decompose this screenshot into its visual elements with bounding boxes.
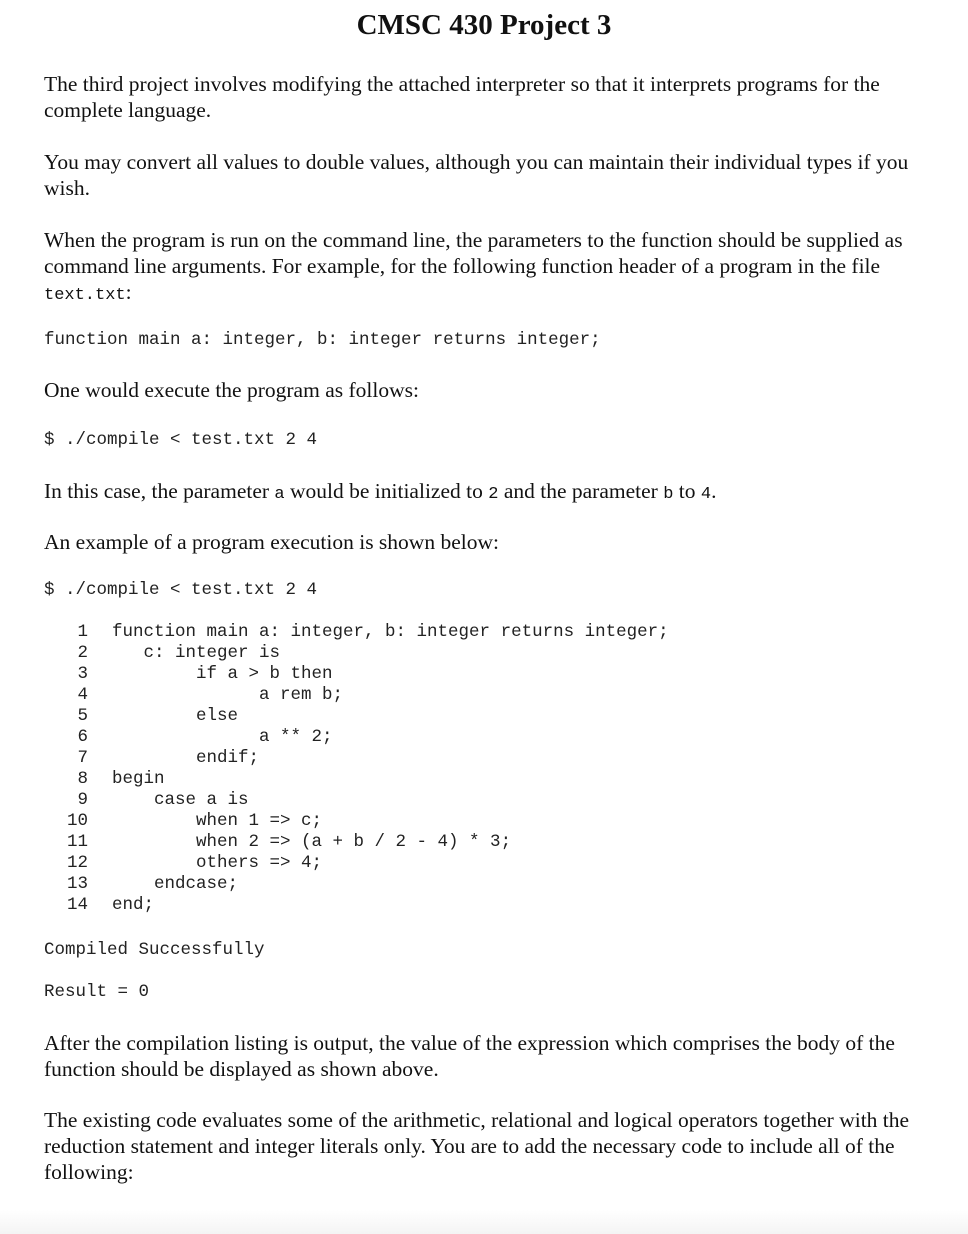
file-name-code: text.txt <box>44 286 126 305</box>
line-code: when 2 => (a + b / 2 - 4) * 3; <box>112 832 512 852</box>
p5-d: to <box>673 479 701 503</box>
line-code: endif; <box>112 748 260 768</box>
line-code: a ** 2; <box>112 727 333 747</box>
p5-b: would be initialized to <box>284 479 489 503</box>
line-number: 13 <box>66 874 88 894</box>
p5-c: and the parameter <box>498 479 664 503</box>
paragraph-intro: The third project involves modifying the attached interpreter so that it interprets programs for the complete language. <box>44 72 880 122</box>
line-number: 1 <box>77 622 88 642</box>
line-number: 5 <box>77 706 88 726</box>
line-number: 3 <box>77 664 88 684</box>
line-code: if a > b then <box>112 664 333 684</box>
paragraph-double-values: You may convert all values to double values, although you can maintain their individual types if you wish. <box>44 150 909 200</box>
line-code: when 1 => c; <box>112 811 323 831</box>
line-number: 6 <box>77 727 88 747</box>
command-example-2: $ ./compile < test.txt 2 4 <box>44 580 318 600</box>
line-number: 2 <box>77 643 88 663</box>
paragraph-parameters <box>44 478 924 508</box>
paragraph-command-line-text: When the program is run on the command line, the parameters to the function should be supplied as command line arguments. For example, for the following function header of a program in the file <box>44 228 903 278</box>
line-number: 10 <box>66 811 88 831</box>
function-header-code: function main a: integer, b: integer returns integer; <box>44 330 601 350</box>
compiled-status: Compiled Successfully <box>44 940 265 960</box>
paragraph-requirements: The existing code evaluates some of the arithmetic, relational and logical operators together with the reduction statement and integer literals only. You are to add the necessary code to include all of the following: <box>44 1108 910 1184</box>
page-title: CMSC 430 Project 3 <box>356 9 612 41</box>
p5-e: . <box>711 479 717 503</box>
line-number: 9 <box>77 790 88 810</box>
line-number: 4 <box>77 685 88 705</box>
line-code: a rem b; <box>112 685 344 705</box>
paragraph-example-intro: An example of a program execution is shown below: <box>44 530 499 554</box>
line-number: 8 <box>77 769 88 789</box>
paragraph-command-line-end: : <box>125 280 132 304</box>
param-b-code: b <box>663 485 674 504</box>
line-code: endcase; <box>112 874 239 894</box>
line-number: 11 <box>66 832 88 852</box>
line-number: 12 <box>66 853 88 873</box>
param-a-code: a <box>274 485 285 504</box>
line-code: others => 4; <box>112 853 323 873</box>
line-code: else <box>112 706 239 726</box>
command-example-1: $ ./compile < test.txt 2 4 <box>44 430 318 450</box>
line-code: c: integer is <box>112 643 281 663</box>
paragraph-command-line <box>44 227 924 309</box>
p5-a: In this case, the parameter <box>44 479 275 503</box>
page-bottom-shade <box>0 1210 968 1234</box>
result-output: Result = 0 <box>44 982 150 1002</box>
value-4-code: 4 <box>700 485 712 504</box>
line-number: 14 <box>66 895 88 915</box>
value-2-code: 2 <box>488 485 499 504</box>
line-code: begin <box>112 769 165 789</box>
line-code: end; <box>112 895 155 915</box>
line-number: 7 <box>77 748 88 768</box>
line-code: function main a: integer, b: integer returns integer; <box>112 622 669 642</box>
line-code: case a is <box>112 790 249 810</box>
paragraph-execute: One would execute the program as follows: <box>44 378 419 402</box>
paragraph-after-listing: After the compilation listing is output, the value of the expression which comprises the body of the function should be displayed as shown above. <box>44 1031 895 1081</box>
